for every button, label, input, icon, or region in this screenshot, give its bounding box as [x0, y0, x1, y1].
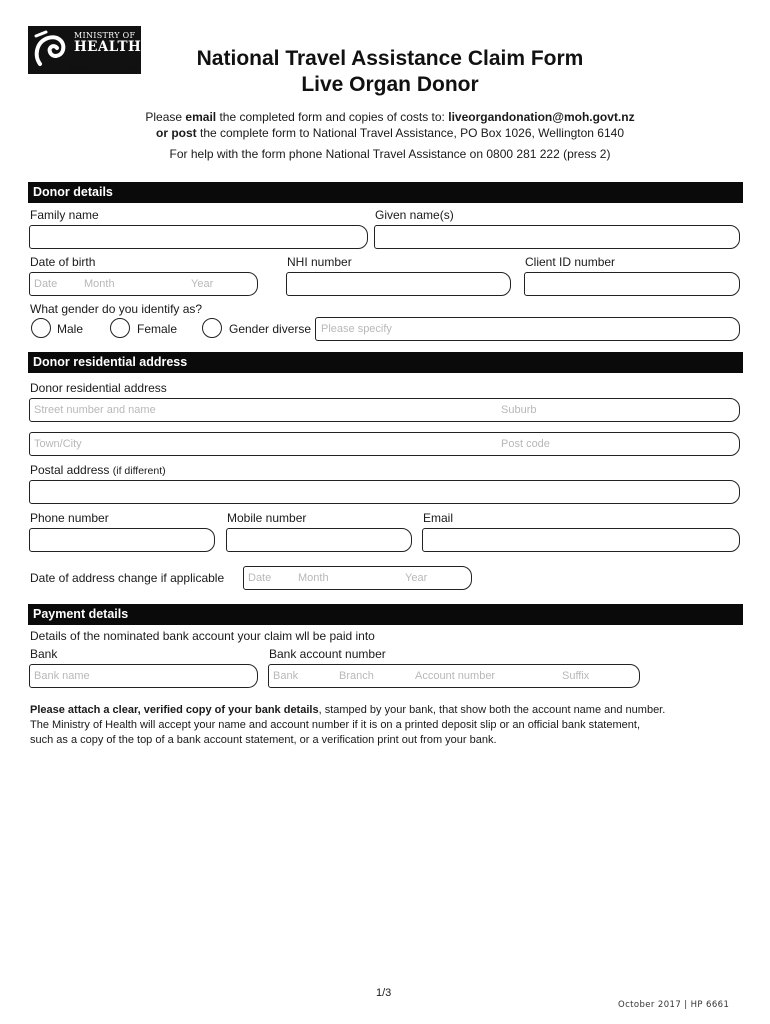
postal-address-label	[30, 463, 166, 477]
email-label: Email	[423, 511, 454, 525]
change-date-placeholder: Date	[248, 572, 272, 584]
note-line-1	[30, 703, 730, 718]
family-name-input[interactable]	[29, 225, 368, 249]
payment-details-heading: Payment details	[28, 604, 743, 625]
change-month-placeholder: Month	[298, 572, 329, 584]
postal-address-note: (if different)	[112, 465, 166, 477]
gender-female-radio[interactable]	[110, 318, 130, 338]
town-placeholder: Town/City	[34, 438, 82, 450]
koru-icon	[32, 30, 70, 70]
bank-label: Bank	[30, 647, 58, 661]
gender-diverse-label: Gender diverse	[229, 322, 312, 336]
client-id-label: Client ID number	[525, 255, 616, 269]
nhi-input[interactable]	[286, 272, 511, 296]
postal-address-label-text: Postal address	[30, 463, 110, 477]
dob-date-placeholder: Date	[34, 278, 58, 290]
logo-line-1: MINISTRY OF	[74, 31, 136, 40]
intro-email-word: email	[185, 110, 217, 124]
dob-label: Date of birth	[30, 255, 96, 269]
page-number: 1/3	[376, 987, 392, 999]
account-bank-placeholder: Bank	[273, 670, 299, 682]
street-suburb-input[interactable]	[29, 398, 740, 422]
bank-name-input[interactable]	[29, 664, 258, 688]
nhi-label: NHI number	[287, 255, 352, 269]
street-placeholder: Street number and name	[34, 404, 156, 416]
bank-name-placeholder: Bank name	[34, 670, 90, 682]
client-id-input[interactable]	[524, 272, 740, 296]
intro-text: the complete form to National Travel Assistance, PO Box 1026, Wellington 6140	[196, 126, 624, 140]
note-bold: Please attach a clear, verified copy of your bank details	[30, 704, 319, 716]
change-year-placeholder: Year	[405, 572, 428, 584]
intro-line-3: For help with the form phone National Travel Assistance on 0800 281 222 (press 2)	[169, 147, 611, 161]
account-branch-placeholder: Branch	[339, 670, 374, 682]
bank-account-input[interactable]	[268, 664, 640, 688]
address-change-date-input[interactable]	[243, 566, 472, 590]
gender-female-label: Female	[137, 322, 178, 336]
logo-line-2: HEALTH	[74, 39, 142, 55]
gender-diverse-radio[interactable]	[202, 318, 222, 338]
payment-intro: Details of the nominated bank account your claim wll be paid into	[30, 629, 375, 643]
dob-month-placeholder: Month	[84, 278, 115, 290]
postcode-placeholder: Post code	[501, 438, 550, 450]
postal-address-input[interactable]	[29, 480, 740, 504]
account-suffix-placeholder: Suffix	[562, 670, 590, 682]
phone-label: Phone number	[30, 511, 109, 525]
address-change-date-label: Date of address change if applicable	[30, 571, 225, 585]
intro-line-1	[60, 110, 720, 124]
given-names-input[interactable]	[374, 225, 740, 249]
dob-year-placeholder: Year	[191, 278, 214, 290]
gender-specify-input[interactable]	[315, 317, 740, 341]
gender-specify-placeholder: Please specify	[321, 323, 392, 335]
intro-email-address[interactable]: liveorgandonation@moh.govt.nz	[448, 110, 635, 124]
note-line-1-text: , stamped by your bank, that show both the account name and number.	[318, 704, 666, 716]
phone-input[interactable]	[29, 528, 215, 552]
intro-post-word: or post	[155, 126, 197, 140]
intro-line-2	[60, 126, 720, 140]
donor-details-heading: Donor details	[28, 182, 743, 203]
form-subtitle: Live Organ Donor	[301, 73, 479, 96]
mobile-label: Mobile number	[227, 511, 307, 525]
intro-text: the completed form and copies of costs to:	[216, 110, 449, 124]
logo-subtitle: MANATŪ HAUORA	[68, 64, 139, 72]
gender-male-label: Male	[57, 322, 84, 336]
gender-question: What gender do you identify as?	[30, 302, 203, 316]
form-title: National Travel Assistance Claim Form	[196, 47, 584, 70]
mobile-input[interactable]	[226, 528, 412, 552]
note-line-2: The Ministry of Health will accept your name and account number if it is on a printed deposit slip or an official bank statement,	[30, 719, 640, 731]
residential-address-label: Donor residential address	[30, 381, 167, 395]
intro-text: Please	[145, 110, 186, 124]
given-names-label: Given name(s)	[375, 208, 454, 222]
dob-input[interactable]	[29, 272, 258, 296]
suburb-placeholder: Suburb	[501, 404, 537, 416]
bank-account-label: Bank account number	[269, 647, 386, 661]
note-line-3: such as a copy of the top of a bank account statement, or a verification print out from your bank.	[30, 734, 497, 746]
town-postcode-input[interactable]	[29, 432, 740, 456]
gender-male-radio[interactable]	[31, 318, 51, 338]
bank-details-note	[30, 703, 730, 748]
email-input[interactable]	[422, 528, 740, 552]
account-number-placeholder: Account number	[415, 670, 496, 682]
residential-address-heading: Donor residential address	[28, 352, 743, 373]
family-name-label: Family name	[30, 208, 99, 222]
form-code: October 2017 | HP 6661	[618, 1000, 730, 1010]
